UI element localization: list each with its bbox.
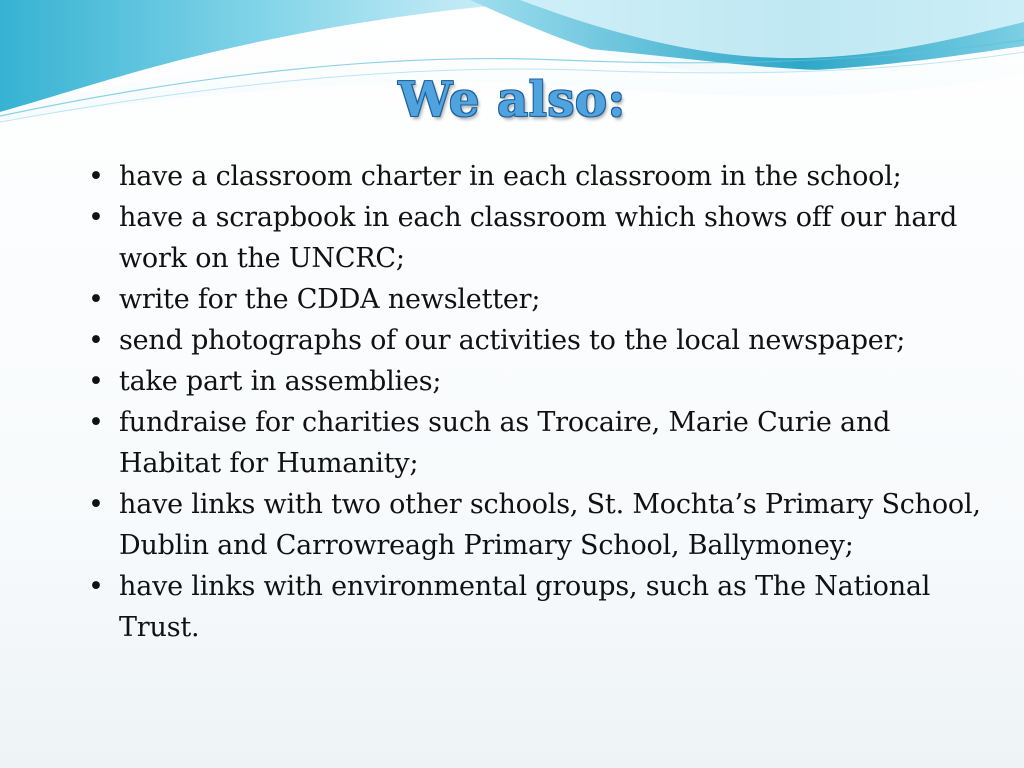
bullet-item-scrapbook [88,197,988,279]
slide-title: We also: [398,72,626,128]
bullet-dot: • [88,571,104,602]
bullet-item-environmental-groups [88,566,988,648]
bullet-dot: • [88,489,104,520]
bullet-dot: • [88,161,104,192]
bullet-dot: • [88,407,104,438]
bullet-dot: • [88,325,104,356]
bullet-text: have a scrapbook in each classroom which shows off our hard work on the UNCRC; [119,202,958,274]
bullet-text: have links with environmental groups, such as The National Trust. [119,571,931,643]
bullet-text: take part in assemblies; [119,366,442,397]
bullet-item-newsletter [88,279,988,320]
bullet-dot: • [88,284,104,315]
bullet-text: have a classroom charter in each classroom in the school; [119,161,902,192]
bullet-item-fundraise [88,402,988,484]
bullet-text: write for the CDDA newsletter; [119,284,541,315]
bullet-text: have links with two other schools, St. Mochta’s Primary School, Dublin and Carrowreagh Primary School, Ballymoney; [119,489,981,561]
bullet-dot: • [88,202,104,233]
bullet-item-photographs [88,320,988,361]
bullet-list [88,156,988,648]
bullet-text: fundraise for charities such as Trocaire, Marie Curie and Habitat for Humanity; [119,407,891,479]
bullet-text: send photographs of our activities to the local newspaper; [119,325,906,356]
bullet-dot: • [88,366,104,397]
bullet-item-school-links [88,484,988,566]
bullet-item-assemblies [88,361,988,402]
bullet-item-classroom-charter [88,156,988,197]
